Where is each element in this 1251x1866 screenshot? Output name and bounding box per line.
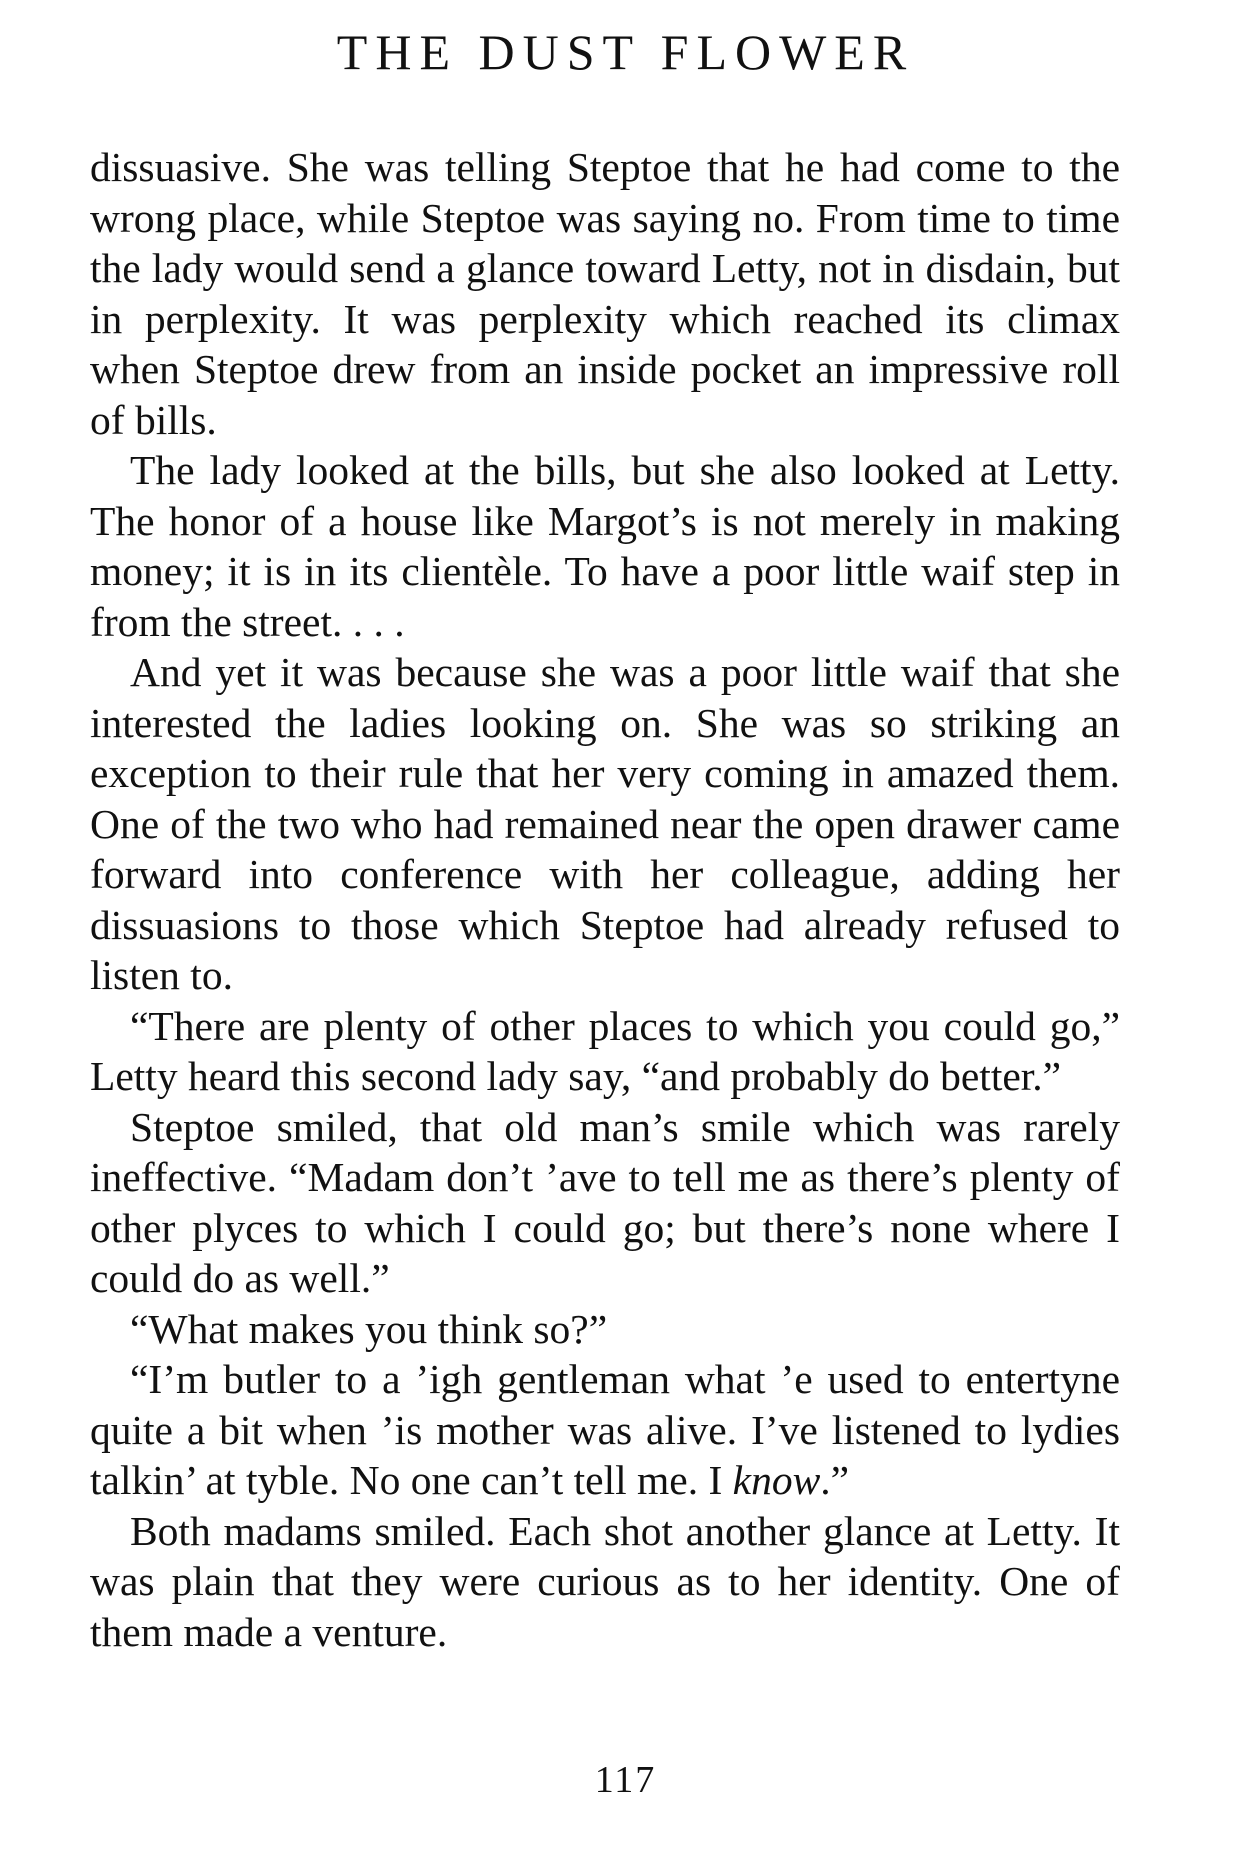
dialogue-tail: .” [820,1457,850,1503]
dialogue-lead: “I’m butler to a ’igh gentleman what ’e used to entertyne quite a bit when ’is mother was alive. I’ve listened to lydies talkin’ at tyble. No one can’t tell me. I [90,1356,1120,1503]
body-text [90,142,1120,1657]
paragraph: Both madams smiled. Each shot another glance at Letty. It was plain that they were curious as to her identity. One of them made a venture. [90,1507,1120,1655]
page-number: 117 [594,1759,657,1801]
paragraph: And yet it was because she was a poor little waif that she interested the ladies looking on. She was so striking an exception to their rule that her very coming in amazed them. One of the two who had remained near the open drawer came forward into conference with her colleague, adding her dissuasions to those which Steptoe had already refused to listen to. [90,649,1120,998]
paragraph: Steptoe smiled, that old man’s smile which was rarely ineffective. “Madam don’t ’ave to tell me as there’s plenty of other plyces to which I could go; but there’s none where I could do as well.” [90,1103,1120,1301]
paragraph-continuation: dissuasive. She was telling Steptoe that he had come to the wrong place, while Steptoe was saying no. From time to time the lady would send a glance toward Letty, not in disdain, but in perplexity. It was perplexity which reached its climax when Steptoe drew from an inside pocket an impressive roll of bills. [90,144,1120,443]
paragraph-dialogue: “What makes you think so?” [130,1305,608,1352]
paragraph-dialogue: “There are plenty of other places to which you could go,” Letty heard this second lady say, “and probably do better.” [90,1002,1120,1099]
paragraph-dialogue [90,1354,1120,1506]
paragraph: The lady looked at the bills, but she also looked at Letty. The honor of a house like Margot’s is not merely in making money; it is in its clientèle. To have a poor little waif step in from the street. . . . [90,447,1120,645]
running-title: THE DUST FLOWER [336,24,915,80]
italic-word: know [732,1457,821,1503]
